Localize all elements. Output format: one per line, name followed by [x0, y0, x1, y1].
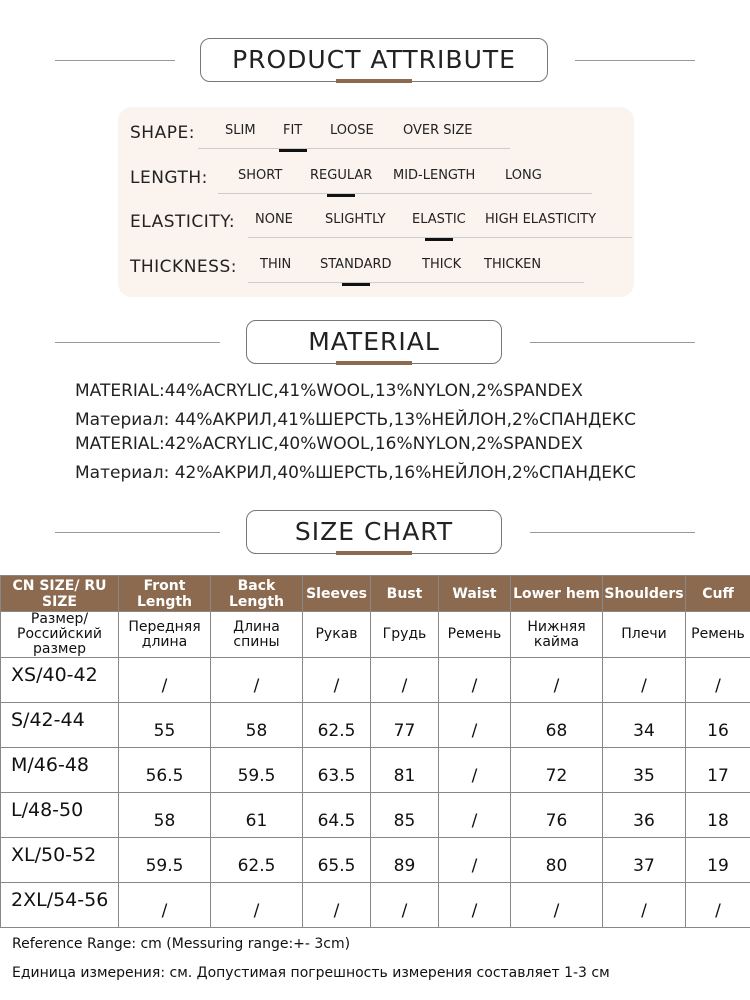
table-cell: / [211, 883, 303, 928]
section-header-material [0, 320, 750, 366]
table-cell: / [511, 658, 603, 703]
table-cell: 72 [511, 748, 603, 793]
table-cell: / [371, 883, 439, 928]
table-row [1, 703, 750, 748]
table-cell: 80 [511, 838, 603, 883]
table-row [1, 883, 750, 928]
table-cell: / [439, 793, 511, 838]
table-cell: 77 [371, 703, 439, 748]
table-cell: 59.5 [119, 838, 211, 883]
table-cell: 62.5 [303, 703, 371, 748]
material-line: Материал: 42%АКРИЛ,40%ШЕРСТЬ,16%НЕЙЛОН,2%СПАНДЕКС [75, 463, 636, 483]
selected-underline [327, 194, 355, 197]
size-cell: 2XL/54-56 [1, 883, 119, 928]
table-row [1, 576, 750, 612]
attribute-row [130, 119, 630, 149]
attribute-option: STANDARD [320, 257, 392, 272]
table-row [1, 838, 750, 883]
table-cell: Длина спины [211, 612, 303, 658]
table-cell: Передняя длина [119, 612, 211, 658]
section-title: PRODUCT ATTRIBUTE [232, 45, 516, 74]
table-cell: Waist [439, 576, 511, 612]
table-cell: Front Length [119, 576, 211, 612]
table-cell: 76 [511, 793, 603, 838]
attribute-option: THICK [422, 257, 462, 272]
attribute-row [130, 253, 630, 283]
table-cell: 35 [603, 748, 686, 793]
table-cell: Lower hem [511, 576, 603, 612]
section-title: SIZE CHART [294, 517, 454, 546]
section-header-attribute [0, 38, 750, 84]
table-cell: Рукав [303, 612, 371, 658]
attribute-label: SHAPE: [130, 123, 195, 143]
table-cell: 81 [371, 748, 439, 793]
table-cell: 18 [686, 793, 750, 838]
table-cell: 65.5 [303, 838, 371, 883]
table-cell: Ремень [686, 612, 750, 658]
attribute-option: THICKEN [484, 257, 542, 272]
table-cell: / [439, 658, 511, 703]
table-cell: / [686, 658, 750, 703]
table-cell: 56.5 [119, 748, 211, 793]
selected-underline [279, 149, 307, 152]
material-line: MATERIAL:42%ACRYLIC,40%WOOL,16%NYLON,2%SPANDEX [75, 434, 583, 454]
size-cell: XL/50-52 [1, 838, 119, 883]
attribute-option: SLIM [225, 123, 256, 138]
attribute-option: SLIGHTLY [325, 212, 386, 227]
table-cell: 59.5 [211, 748, 303, 793]
table-row [1, 658, 750, 703]
table-cell: / [439, 838, 511, 883]
attribute-option: OVER SIZE [403, 123, 473, 138]
attribute-row [130, 164, 630, 194]
attribute-option: SHORT [238, 168, 283, 183]
table-cell: 63.5 [303, 748, 371, 793]
table-cell: Bust [371, 576, 439, 612]
material-line: Материал: 44%АКРИЛ,41%ШЕРСТЬ,13%НЕЙЛОН,2%СПАНДЕКС [75, 410, 636, 430]
attribute-option: MID-LENGTH [393, 168, 476, 183]
attribute-option: REGULAR [310, 168, 373, 183]
table-cell: 68 [511, 703, 603, 748]
material-line: MATERIAL:44%ACRYLIC,41%WOOL,13%NYLON,2%SPANDEX [75, 381, 583, 401]
size-cell: M/46-48 [1, 748, 119, 793]
attribute-option: HIGH ELASTICITY [485, 212, 597, 227]
attribute-panel [118, 107, 634, 297]
table-row [1, 793, 750, 838]
selected-underline [342, 283, 370, 286]
table-cell: / [211, 658, 303, 703]
selected-underline [425, 238, 453, 241]
section-title: MATERIAL [308, 327, 440, 356]
table-cell: 17 [686, 748, 750, 793]
table-cell: 58 [119, 793, 211, 838]
table-cell: 85 [371, 793, 439, 838]
table-row [1, 612, 750, 658]
table-cell: / [439, 748, 511, 793]
footer-note: Единица измерения: см. Допустимая погрешность измерения составляет 1-3 см [12, 965, 610, 981]
table-cell: / [303, 883, 371, 928]
table-cell: 62.5 [211, 838, 303, 883]
attribute-option: LOOSE [330, 123, 374, 138]
attribute-option: FIT [283, 123, 303, 138]
size-cell: CN SIZE/ RU SIZE [1, 576, 119, 612]
table-cell: / [439, 703, 511, 748]
table-cell: 16 [686, 703, 750, 748]
table-cell: Sleeves [303, 576, 371, 612]
section-header-size [0, 510, 750, 556]
footer-note: Reference Range: cm (Messuring range:+- 3cm) [12, 936, 351, 952]
table-cell: / [119, 658, 211, 703]
attribute-option: THIN [260, 257, 292, 272]
table-cell: Нижняя кайма [511, 612, 603, 658]
table-cell: Shoulders [603, 576, 686, 612]
table-cell: / [603, 658, 686, 703]
table-cell: 64.5 [303, 793, 371, 838]
attribute-label: LENGTH: [130, 168, 208, 188]
table-row [1, 748, 750, 793]
table-cell: / [511, 883, 603, 928]
table-cell: 61 [211, 793, 303, 838]
size-cell: L/48-50 [1, 793, 119, 838]
attribute-label: THICKNESS: [130, 257, 237, 277]
attribute-option: NONE [255, 212, 293, 227]
table-cell: / [119, 883, 211, 928]
table-cell: / [371, 658, 439, 703]
table-cell: 19 [686, 838, 750, 883]
size-chart-table [0, 575, 750, 928]
table-cell: 34 [603, 703, 686, 748]
table-cell: / [439, 883, 511, 928]
table-cell: 89 [371, 838, 439, 883]
size-cell: S/42-44 [1, 703, 119, 748]
table-cell: Ремень [439, 612, 511, 658]
table-cell: 36 [603, 793, 686, 838]
table-cell: / [303, 658, 371, 703]
table-cell: 55 [119, 703, 211, 748]
table-cell: Back Length [211, 576, 303, 612]
attribute-label: ELASTICITY: [130, 212, 236, 232]
table-cell: Грудь [371, 612, 439, 658]
table-cell: 58 [211, 703, 303, 748]
attribute-option: ELASTIC [412, 212, 466, 227]
table-cell: 37 [603, 838, 686, 883]
table-cell: Плечи [603, 612, 686, 658]
size-cell: XS/40-42 [1, 658, 119, 703]
size-cell: Размер/ Российский размер [1, 612, 119, 658]
table-cell: / [603, 883, 686, 928]
table-cell: Cuff [686, 576, 750, 612]
attribute-option: LONG [505, 168, 542, 183]
table-cell: / [686, 883, 750, 928]
attribute-row [130, 208, 630, 238]
